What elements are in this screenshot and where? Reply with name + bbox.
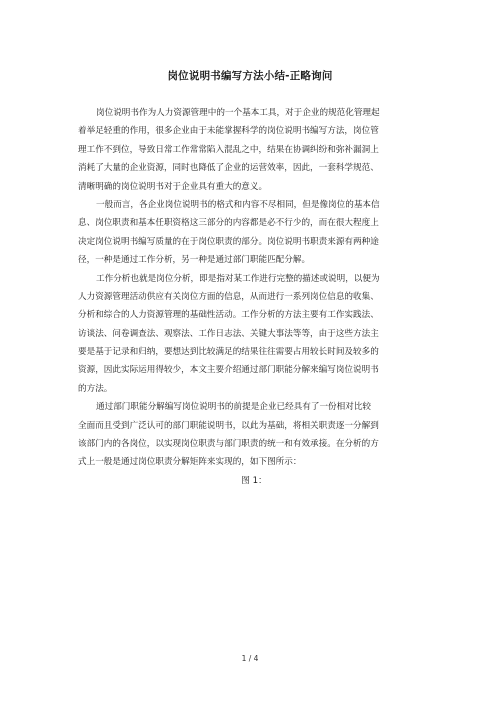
paragraph-line: 工作分析也就是岗位分析，即是指对某工作进行完整的描述或说明，以便为 xyxy=(96,273,380,284)
paragraph-line: 通过部门职能分解编写岗位说明书的前提是企业已经具有了一份相对比较 xyxy=(96,402,372,413)
paragraph-line: 全面而且受到广泛认可的部门职能说明书，以此为基础，将相关职责逐一分解到 xyxy=(78,420,379,431)
paragraph-line: 资源，因此实际运用得较少，本文主要介绍通过部门职能分解来编写岗位说明书 xyxy=(78,365,379,376)
document-title: 岗位说明书编写方法小结-正略询问 xyxy=(167,70,333,82)
paragraph-line: 的方法。 xyxy=(78,383,113,394)
paragraph-line: 分析和综合的人力资源管理的基础性活动。工作分析的方法主要有工作实践法、 xyxy=(78,310,379,321)
paragraph-line: 理工作不到位，导致日常工作常常陷入混乱之中，结果在协调纠纷和弥补漏洞上 xyxy=(78,144,379,155)
paragraph-line: 人力资源管理活动供应有关岗位方面的信息，从而进行一系列岗位信息的收集、 xyxy=(78,291,379,302)
paragraph-line: 息、岗位职责和基本任职资格这三部分的内容都是必不行少的，而在很大程度上 xyxy=(78,218,379,229)
paragraph-line: 着举足轻重的作用，很多企业由于未能掌握科学的岗位说明书编写方法，岗位管 xyxy=(78,126,379,137)
figure-label: 图 1： xyxy=(241,475,267,486)
paragraph-line: 要是基于记录和归纳，要想达到比较满足的结果往往需要占用较长时间及较多的 xyxy=(78,347,379,358)
paragraph-1 xyxy=(78,104,430,196)
paragraph-line: 径，一种是通过工作分析，另一种是通过部门职能匹配分解。 xyxy=(78,255,311,266)
paragraph-line: 清晰明确的岗位说明书对于企业具有重大的意义。 xyxy=(78,181,268,192)
paragraph-line: 岗位说明书作为人力资源管理中的一个基本工具，对于企业的规范化管理起 xyxy=(96,108,380,118)
paragraph-2 xyxy=(78,196,430,270)
paragraph-4 xyxy=(78,398,430,472)
paragraph-line: 消耗了大量的企业资源，同时也降低了企业的运营效率，因此，一套科学规范、 xyxy=(78,163,379,174)
paragraph-line: 访谈法、问卷调查法、观察法、工作日志法、关键大事法等等，由于这些方法主 xyxy=(78,328,379,339)
paragraph-line: 式上一般是通过岗位职责分解矩阵来实现的，如下图所示： xyxy=(78,457,302,468)
page-number: 1 / 4 xyxy=(241,654,259,663)
paragraph-line: 决定岗位说明书编写质量的在于岗位职责的部分。岗位说明书职责来源有两种途 xyxy=(78,236,379,247)
paragraph-line: 一般而言，各企业岗位说明书的格式和内容不尽相同，但是像岗位的基本信 xyxy=(96,199,380,210)
paragraph-line: 该部门内的各岗位，以实现岗位职责与部门职责的统一和有效承接。在分析的方 xyxy=(78,439,379,450)
paragraph-3 xyxy=(78,270,430,399)
document-body xyxy=(78,104,430,490)
